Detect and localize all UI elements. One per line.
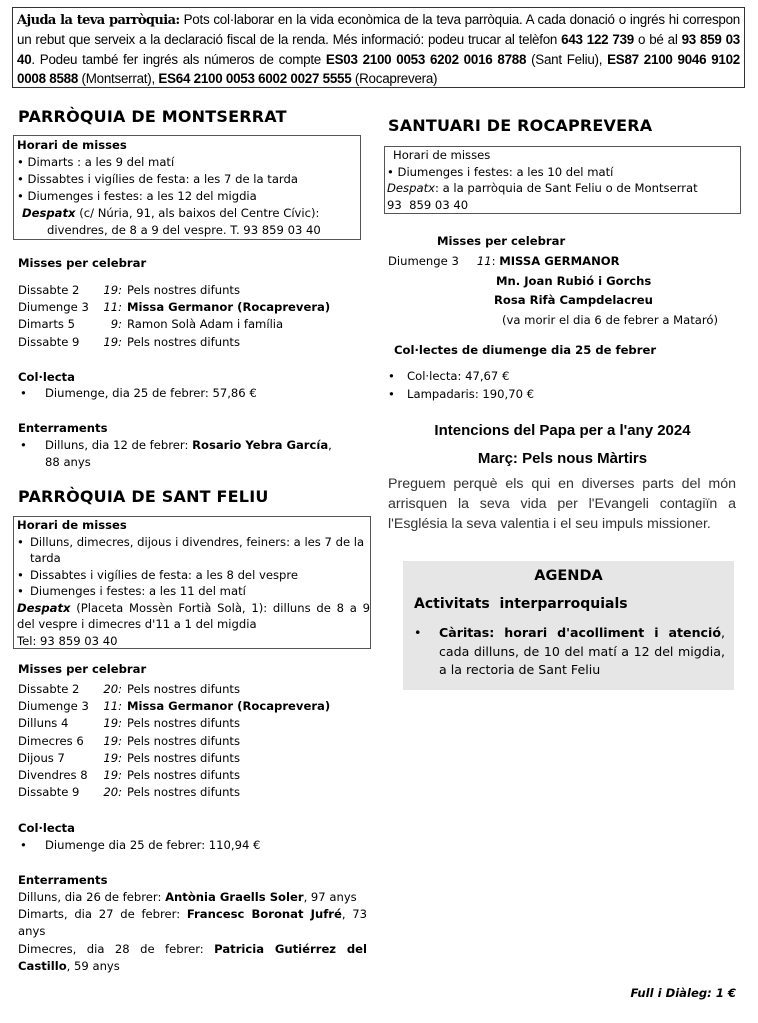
mass-day: Diumenge 3 bbox=[388, 254, 459, 268]
burial-age: , 59 anys bbox=[66, 958, 120, 973]
montserrat-collection-title: Col·lecta bbox=[18, 370, 75, 384]
mass-row bbox=[18, 299, 368, 316]
rocaprevera-collections-title: Col·lectes de diumenge dia 25 de febrer bbox=[394, 343, 657, 357]
mass-row bbox=[18, 698, 368, 715]
burial-name: Francesc Boronat Jufré bbox=[186, 907, 342, 922]
bullet-icon: • bbox=[17, 567, 24, 582]
mass-day: Dissabte 2 bbox=[18, 682, 80, 696]
montserrat-schedule-item: • Dimarts : a les 9 del matí bbox=[17, 155, 175, 169]
mass-day: Dimecres 6 bbox=[18, 733, 84, 748]
mass-row bbox=[18, 784, 368, 801]
santfeliu-schedule-item bbox=[17, 567, 370, 584]
agenda-item-text: , cada dilluns, de 10 del matí a 12 del migdia, a la rectoria de Sant Feliu bbox=[439, 625, 725, 677]
montserrat-schedule-box bbox=[13, 135, 361, 240]
account-sant-feliu-label: (Sant Feliu), bbox=[526, 51, 608, 67]
office-label: Despatx bbox=[22, 206, 76, 220]
mass-hour: 11 bbox=[476, 254, 492, 268]
rocaprevera-schedule-box bbox=[384, 146, 741, 214]
burial-entry bbox=[18, 906, 367, 940]
office-text: (Placeta Mossèn Fortià Solà, 1): dilluns de 8 a 9 del vespre i dimecres d'11 a 1 del migdia bbox=[17, 600, 370, 631]
mass-day: Dilluns 4 bbox=[18, 716, 69, 731]
mass-title: MISSA GERMANOR bbox=[499, 254, 620, 268]
mass-intention: Pels nostres difunts bbox=[127, 716, 240, 731]
santfeliu-burials-list bbox=[18, 889, 367, 975]
donation-text-3: . Podeu també fer ingrés als números de compte bbox=[31, 51, 326, 67]
mass-name: Rosa Rifà Campdelacreu bbox=[494, 293, 653, 307]
montserrat-burials-title: Enterraments bbox=[18, 421, 108, 435]
santfeliu-tel: Tel: 93 859 03 40 bbox=[17, 633, 118, 648]
collection-text: Col·lecta: 47,67 € bbox=[407, 369, 510, 383]
mass-row bbox=[18, 316, 368, 333]
donation-lead: Ajuda la teva parròquia: bbox=[17, 13, 180, 28]
schedule-item-text: Dissabtes i vigílies de festa: a les 8 del vespre bbox=[30, 567, 299, 582]
mass-row bbox=[18, 282, 368, 299]
mass-day: Dissabte 9 bbox=[18, 785, 80, 800]
bullet-icon: • bbox=[17, 534, 24, 549]
agenda-box bbox=[403, 561, 734, 690]
pope-text: Preguem perquè els qui en diverses parts del món arrisquen la seva vida per l'Evangeli contagiïn a l'Església la seva valentia i el seu impuls missioner. bbox=[388, 476, 736, 532]
bullet-icon: • bbox=[17, 584, 24, 598]
mass-row bbox=[18, 750, 368, 767]
mass-day: Dijous 7 bbox=[18, 750, 65, 765]
mass-row bbox=[18, 733, 368, 750]
rocaprevera-tel: 93 859 03 40 bbox=[387, 197, 469, 212]
mass-hour: 19: bbox=[103, 768, 122, 783]
montserrat-collection-text: Diumenge, dia 25 de febrer: 57,86 € bbox=[45, 386, 257, 400]
mass-hour: 11: bbox=[103, 699, 122, 714]
schedule-item-text: Diumenges i festes: a les 11 del matí bbox=[30, 584, 246, 598]
rocaprevera-collections-list bbox=[388, 367, 738, 403]
burial-entry bbox=[18, 941, 367, 975]
mass-hour: 20: bbox=[103, 785, 122, 800]
office-label: Despatx bbox=[17, 600, 71, 615]
mass-day: Dimarts 5 bbox=[18, 317, 75, 332]
santfeliu-title: PARRÒQUIA DE SANT FELIU bbox=[18, 487, 269, 506]
santfeliu-schedule-item bbox=[17, 534, 370, 567]
mass-day: Diumenge 3 bbox=[18, 300, 89, 315]
bullet-icon: • bbox=[20, 438, 27, 452]
footer-price: Full i Diàleg: 1 € bbox=[630, 986, 736, 1000]
account-montserrat: ES87 2100 9046 9102 0008 8588 bbox=[17, 51, 740, 86]
mass-hour: 19: bbox=[103, 733, 122, 748]
mass-name: Mn. Joan Rubió i Gorchs bbox=[496, 273, 652, 288]
mass-intention: Pels nostres difunts bbox=[127, 283, 240, 297]
mass-row bbox=[18, 767, 368, 784]
mass-hour: 11: bbox=[103, 300, 122, 315]
mass-note: (va morir el dia 6 de febrer a Mataró) bbox=[502, 312, 718, 327]
burial-date: Dilluns, dia 12 de febrer: bbox=[45, 438, 193, 452]
burial-age: , 97 anys bbox=[303, 890, 357, 904]
mass-row bbox=[388, 252, 748, 272]
rocaprevera-title: SANTUARI DE ROCAPREVERA bbox=[388, 116, 653, 135]
santfeliu-office bbox=[17, 600, 370, 633]
montserrat-schedule-item: • Diumenges i festes: a les 12 del migdia bbox=[17, 189, 257, 203]
bullet-icon: • bbox=[388, 387, 395, 401]
mass-row bbox=[18, 334, 368, 351]
collection-item bbox=[388, 367, 738, 385]
pope-title: Intencions del Papa per a l'any 2024 bbox=[434, 422, 691, 439]
mass-hour: 19: bbox=[103, 283, 122, 297]
montserrat-collection bbox=[18, 385, 368, 402]
mass-hour: 19: bbox=[103, 716, 122, 731]
mass-intention: Missa Germanor (Rocaprevera) bbox=[127, 300, 331, 315]
collection-item bbox=[388, 385, 738, 403]
bullet-icon: • bbox=[414, 625, 422, 640]
account-sant-feliu: ES03 2100 0053 6202 0016 8788 bbox=[325, 51, 527, 67]
mass-intention: Pels nostres difunts bbox=[127, 334, 240, 349]
agenda-item-title: Càritas: horari d'acolliment i atenció bbox=[439, 625, 721, 640]
rocaprevera-masses-title: Misses per celebrar bbox=[437, 234, 566, 248]
office-text: : a la parròquia de Sant Feliu o de Montserrat bbox=[434, 181, 698, 195]
account-rocaprevera: ES64 2100 0053 6002 0027 5555 bbox=[158, 70, 352, 86]
burial-name: Patricia Gutiérrez del Castillo bbox=[18, 941, 367, 973]
agenda-title: AGENDA bbox=[534, 568, 603, 584]
account-montserrat-label: (Montserrat), bbox=[78, 70, 159, 86]
mass-hour: 19: bbox=[103, 334, 122, 349]
burial-age: , 73 anys bbox=[18, 907, 367, 939]
montserrat-office bbox=[17, 205, 360, 222]
rocaprevera-schedule-item: • Diumenges i festes: a les 10 del matí bbox=[387, 164, 614, 179]
collection-text: Lampadaris: 190,70 € bbox=[407, 387, 535, 401]
agenda-subtitle: Activitats interparroquials bbox=[414, 596, 628, 612]
burial-date: Dilluns, dia 26 de febrer: bbox=[18, 890, 166, 904]
santfeliu-schedule-title: Horari de misses bbox=[17, 518, 127, 532]
montserrat-masses-title: Misses per celebrar bbox=[18, 256, 147, 270]
bullet-icon: • bbox=[20, 838, 27, 852]
mass-intention: Pels nostres difunts bbox=[127, 785, 240, 800]
santfeliu-collection-title: Col·lecta bbox=[18, 821, 75, 835]
donation-info-box bbox=[12, 7, 745, 88]
mass-day: Dissabte 2 bbox=[18, 283, 80, 297]
mass-row bbox=[18, 715, 368, 732]
office-label: Despatx bbox=[387, 181, 435, 195]
burial-comma: , bbox=[328, 438, 332, 452]
pope-subtitle: Març: Pels nous Màrtirs bbox=[477, 450, 648, 467]
montserrat-burial bbox=[18, 437, 368, 471]
burial-age: 88 anys bbox=[45, 455, 91, 470]
mass-row bbox=[18, 681, 368, 698]
mass-intention: Pels nostres difunts bbox=[127, 733, 240, 748]
santfeliu-schedule-item bbox=[17, 583, 370, 600]
santfeliu-masses-list bbox=[18, 681, 368, 801]
bullet-icon: • bbox=[20, 386, 27, 400]
santfeliu-collection-text: Diumenge dia 25 de febrer: 110,94 € bbox=[45, 838, 261, 852]
mass-intention: Pels nostres difunts bbox=[127, 768, 240, 783]
santfeliu-schedule-box bbox=[13, 516, 371, 649]
montserrat-schedule-item: • Dissabtes i vigílies de festa: a les 7 de la tarda bbox=[17, 172, 298, 186]
mass-intention: Missa Germanor (Rocaprevera) bbox=[127, 699, 331, 714]
burial-name: Rosario Yebra García bbox=[192, 438, 329, 452]
santfeliu-masses-title: Misses per celebrar bbox=[18, 662, 147, 676]
santfeliu-burials-title: Enterraments bbox=[18, 873, 108, 887]
mass-hour: 19: bbox=[103, 750, 122, 765]
phone-1: 643 122 739 bbox=[561, 32, 634, 48]
burial-name: Antònia Graells Soler bbox=[165, 890, 304, 904]
mass-day: Dissabte 9 bbox=[18, 334, 80, 349]
bullet-icon: • bbox=[388, 369, 395, 383]
burial-entry bbox=[18, 889, 367, 906]
mass-intention: Pels nostres difunts bbox=[127, 750, 240, 765]
donation-text-2: o bé al bbox=[633, 32, 682, 48]
montserrat-masses-list bbox=[18, 282, 368, 351]
rocaprevera-mass bbox=[388, 252, 748, 330]
montserrat-office-hours: divendres, de 8 a 9 del vespre. T. 93 859 03 40 bbox=[47, 223, 321, 237]
mass-day: Divendres 8 bbox=[18, 768, 88, 783]
phone-2: 93 859 03 40 bbox=[17, 32, 741, 67]
mass-sep: : bbox=[491, 254, 500, 268]
mass-hour: 20: bbox=[103, 682, 122, 696]
agenda-item bbox=[414, 624, 725, 680]
mass-intention: Pels nostres difunts bbox=[127, 682, 240, 696]
mass-day: Diumenge 3 bbox=[18, 699, 89, 714]
mass-hour: 9: bbox=[110, 317, 122, 332]
rocaprevera-office bbox=[387, 180, 740, 197]
office-text: (c/ Núria, 91, als baixos del Centre Cívic): bbox=[75, 206, 320, 220]
rocaprevera-schedule-title: Horari de misses bbox=[393, 148, 491, 162]
montserrat-title: PARRÒQUIA DE MONTSERRAT bbox=[18, 107, 287, 126]
donation-text-1: Pots col·laborar en la vida econòmica de la teva parròquia. A cada donació o ingrés hi correspon un rebut que serveix a la declaració fiscal de la renda. Més informació: podeu trucar al telèfon bbox=[17, 12, 740, 48]
santfeliu-collection bbox=[18, 837, 368, 854]
account-rocaprevera-label: (Rocaprevera) bbox=[351, 70, 438, 86]
burial-date: Dimarts, dia 27 de febrer: bbox=[18, 907, 187, 922]
schedule-item-text: Dilluns, dimecres, dijous i divendres, feiners: a les 7 de la tarda bbox=[30, 534, 365, 565]
mass-intention: Ramon Solà Adam i família bbox=[127, 317, 284, 332]
burial-date: Dimecres, dia 28 de febrer: bbox=[18, 941, 215, 956]
montserrat-schedule-title: Horari de misses bbox=[17, 138, 127, 152]
